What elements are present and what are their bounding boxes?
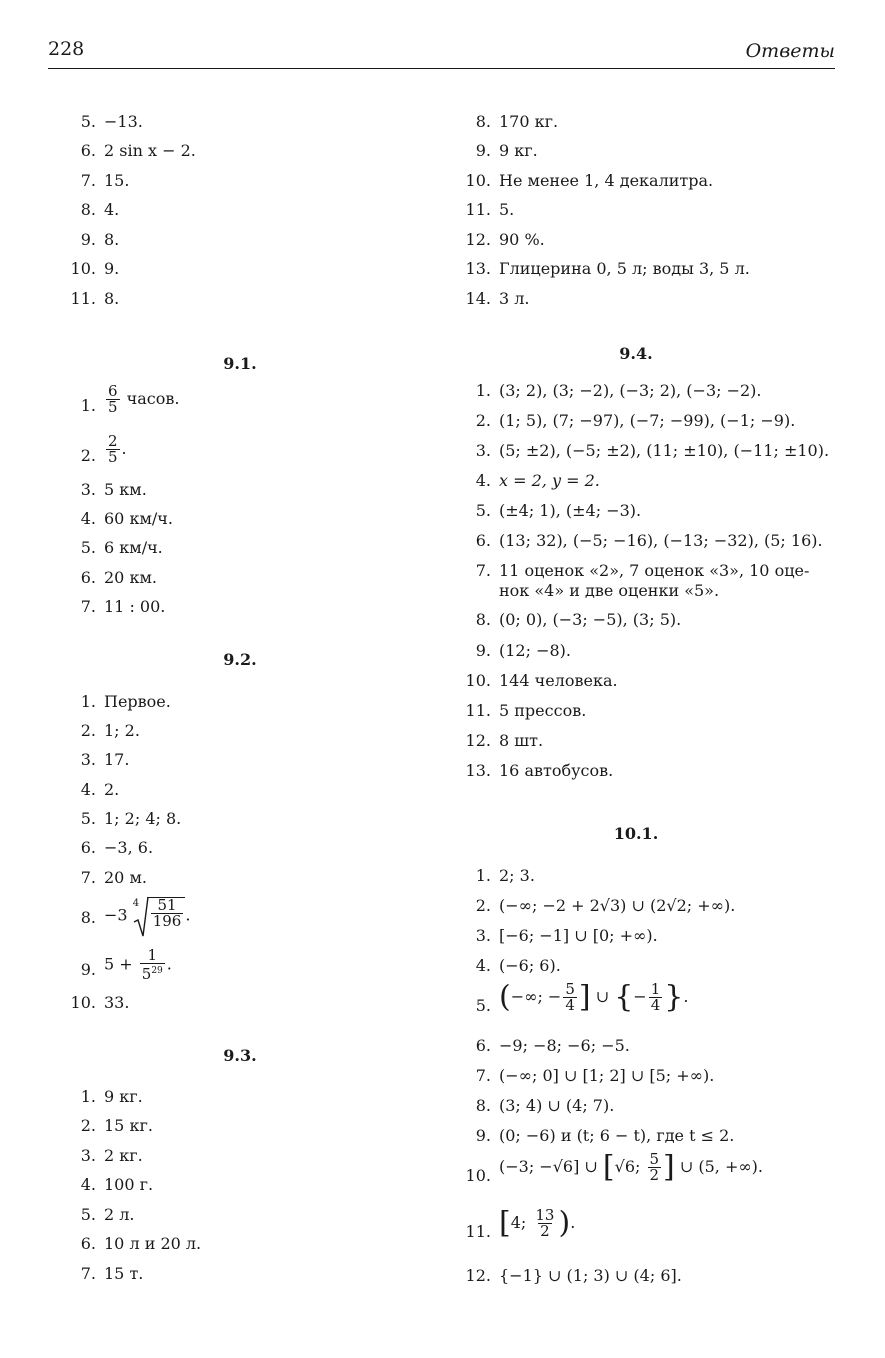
fraction: $\frac{1}{5^{29}}$ <box>141 946 163 983</box>
fraction: $\frac{2}{5}$ <box>108 432 118 466</box>
fraction: $\frac{51}{196}$ <box>152 896 182 930</box>
radical-sign-icon <box>133 896 149 938</box>
fraction: $\frac{13}{2}$ <box>535 1206 555 1240</box>
running-title: Ответы <box>745 40 835 62</box>
fourth-root: 4 $\frac{51}{196}$ <box>133 894 186 938</box>
section-title-10-1: 10.1. <box>613 824 659 843</box>
fraction: $\frac{5}{4}$ <box>565 980 575 1014</box>
section-title-9-2: 9.2. <box>223 650 257 669</box>
page-header <box>48 38 835 69</box>
section-title-9-1: 9.1. <box>223 354 257 373</box>
section-title-9-3: 9.3. <box>223 1046 257 1065</box>
fraction: $\frac{5}{2}$ <box>649 1150 660 1184</box>
section-title-9-4: 9.4. <box>619 344 653 363</box>
fraction: $\frac{6}{5}$ <box>108 382 118 416</box>
fraction: $\frac{1}{4}$ <box>650 980 661 1014</box>
page-number: 228 <box>48 38 85 60</box>
